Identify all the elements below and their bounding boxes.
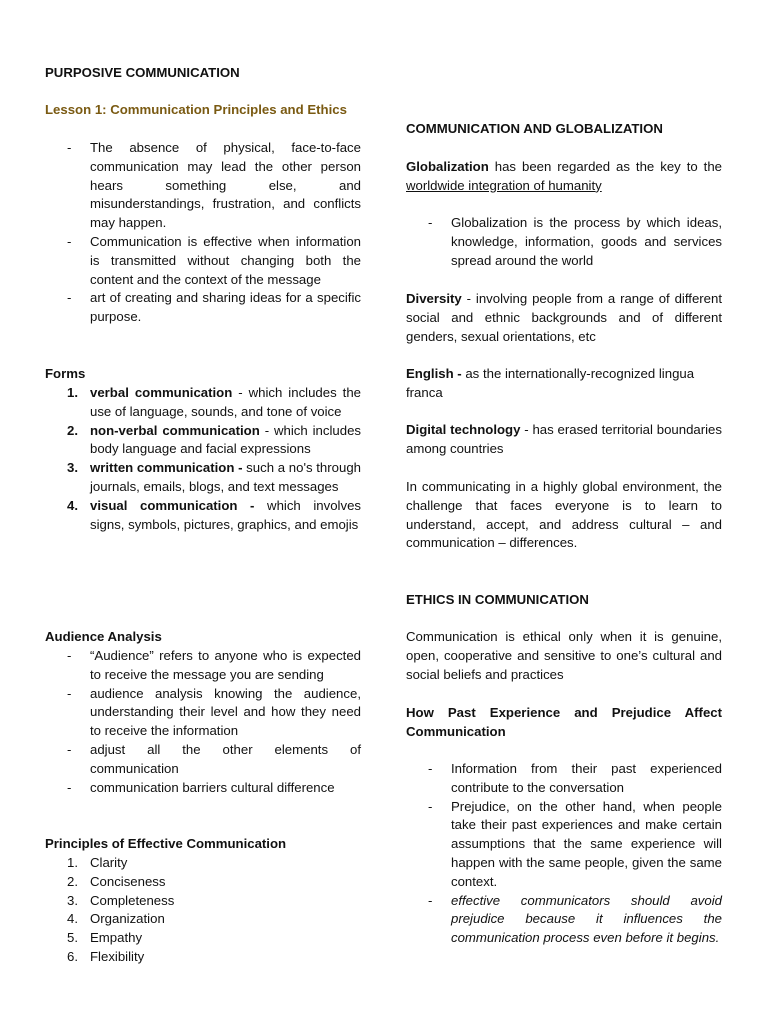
- list-item: - communication barriers cultural difference: [67, 779, 335, 795]
- audience-list: [45, 647, 361, 797]
- list-item: - effective communicators should avoid prejudice because it influences the communication process even before it begins.: [428, 892, 722, 946]
- list-item: 2. Conciseness: [67, 873, 166, 889]
- list-item: 1. Clarity: [67, 855, 128, 870]
- list-item: 6. Flexibility: [67, 948, 145, 964]
- list-item: 3. written communication - such a no's through journals, emails, blogs, and text messages: [67, 460, 361, 494]
- list-item: - Information from their past experienced contribute to the conversation: [428, 761, 722, 795]
- list-item: 3. Completeness: [67, 892, 175, 908]
- globalization-closing-paragraph: In communicating in a highly global environment, the challenge that faces everyone is to learn to understand, accept, and address cultural – and communication – differences.: [406, 479, 722, 551]
- list-item: - Globalization is the process by which ideas, knowledge, information, goods and services spread around the world: [428, 215, 722, 268]
- list-item: 4. visual communication - which involves signs, symbols, pictures, graphics, and emojis: [67, 497, 361, 532]
- document-title: PURPOSIVE COMMUNICATION: [45, 65, 240, 80]
- globalization-definition: Globalization has been regarded as the key to the worldwide integration of humanity: [406, 159, 722, 193]
- list-item: 5. Empathy: [67, 930, 143, 946]
- lesson-title: Lesson 1: Communication Principles and Ethics: [45, 102, 347, 117]
- list-item: - Communication is effective when information is transmitted without changing both the content and the context of the message: [67, 233, 361, 287]
- list-item: - audience analysis knowing the audience, understanding their level and how they need to receive the information: [67, 685, 361, 739]
- globalization-list: [406, 214, 722, 270]
- list-item: - adjust all the other elements of communication: [67, 741, 361, 776]
- list-item: - The absence of physical, face-to-face communication may lead the other person hears something else, and misunderstandings, frustration, and conflicts may happen.: [67, 140, 361, 231]
- list-item: - art of creating and sharing ideas for a specific purpose.: [67, 290, 361, 325]
- forms-list: [45, 384, 361, 534]
- prejudice-heading: How Past Experience and Prejudice Affect Communication: [406, 705, 722, 739]
- list-item: 2. non-verbal communication - which includes body language and facial expressions: [67, 422, 362, 457]
- english-paragraph: English - as the internationally-recognized lingua franca: [406, 366, 695, 400]
- list-item: 1. verbal communication - which includes the use of language, sounds, and tone of voice: [67, 385, 361, 419]
- prejudice-list: [406, 760, 722, 948]
- digital-technology-paragraph: Digital technology - has erased territorial boundaries among countries: [406, 422, 722, 456]
- list-item: 4. Organization: [67, 911, 165, 927]
- principles-heading: Principles of Effective Communication: [45, 836, 287, 851]
- diversity-paragraph: Diversity - involving people from a range of different social and ethnic backgrounds and of different genders, sexual orientations, etc: [406, 291, 722, 344]
- principles-list: [45, 854, 361, 967]
- forms-heading: Forms: [45, 366, 86, 381]
- ethics-heading: ETHICS IN COMMUNICATION: [406, 592, 589, 607]
- ethics-paragraph: Communication is ethical only when it is genuine, open, cooperative and sensitive to one’s cultural and social beliefs and practices: [406, 629, 722, 682]
- list-item: - “Audience” refers to anyone who is expected to receive the message you are sending: [67, 648, 361, 682]
- intro-list: [45, 139, 361, 327]
- audience-heading: Audience Analysis: [45, 629, 162, 644]
- globalization-heading: COMMUNICATION AND GLOBALIZATION: [406, 121, 663, 136]
- list-item: - Prejudice, on the other hand, when people take their past experiences and make certain assumptions that the same experience will happen with the same people, given the same context.: [428, 798, 722, 889]
